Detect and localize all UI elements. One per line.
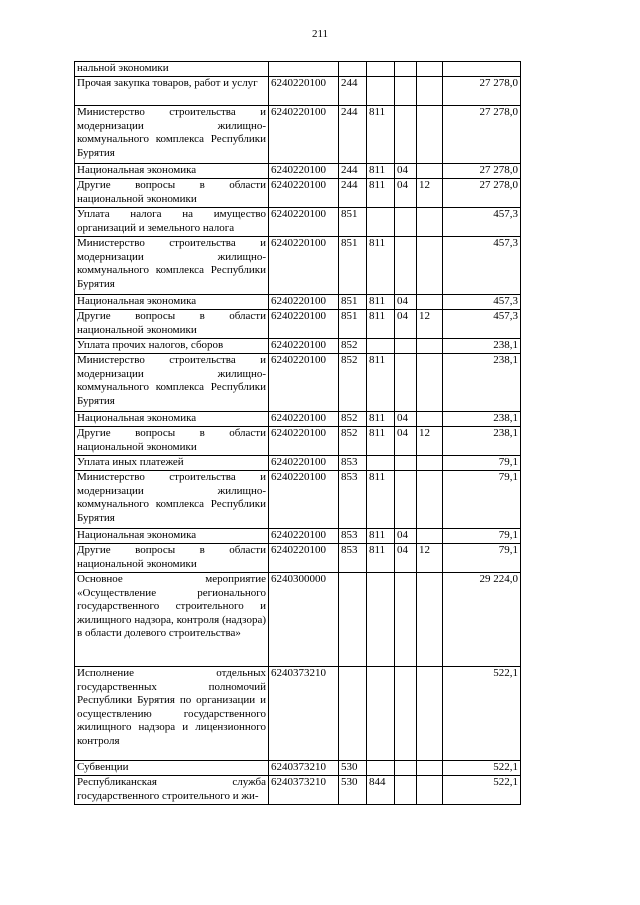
row-department: 811 [367, 544, 395, 573]
row-section [395, 776, 417, 805]
row-target-article: 6240220100 [269, 310, 339, 339]
row-sum: 79,1 [443, 529, 521, 544]
row-sum: 79,1 [443, 544, 521, 573]
row-sum: 238,1 [443, 339, 521, 354]
table-row [75, 106, 521, 164]
row-name: Уплата налога на имущество организаций и земельного налога [75, 208, 269, 237]
row-target-article: 6240300000 [269, 573, 339, 667]
row-target-article [269, 62, 339, 77]
row-expense-type: 244 [339, 179, 367, 208]
row-sum: 238,1 [443, 427, 521, 456]
row-name: Прочая закупка товаров, работ и услуг [75, 77, 269, 106]
row-expense-type: 853 [339, 544, 367, 573]
row-target-article: 6240220100 [269, 179, 339, 208]
table-row [75, 776, 521, 805]
row-department: 811 [367, 237, 395, 295]
table-row [75, 456, 521, 471]
row-subsection: 12 [417, 179, 443, 208]
row-name: Республиканская служба государственного строительного и жи- [75, 776, 269, 805]
row-expense-type: 852 [339, 427, 367, 456]
row-department: 811 [367, 179, 395, 208]
row-section: 04 [395, 544, 417, 573]
table-row [75, 354, 521, 412]
row-name: Министерство строительства и модернизации жилищно-коммунального комплекса Республики Бурятия [75, 106, 269, 164]
row-name: Национальная экономика [75, 295, 269, 310]
table-row [75, 471, 521, 529]
row-department [367, 62, 395, 77]
table-row [75, 412, 521, 427]
row-target-article: 6240220100 [269, 106, 339, 164]
row-department [367, 77, 395, 106]
row-sum: 457,3 [443, 295, 521, 310]
row-target-article: 6240220100 [269, 471, 339, 529]
row-expense-type [339, 573, 367, 667]
table-row [75, 529, 521, 544]
row-subsection [417, 412, 443, 427]
row-department [367, 208, 395, 237]
row-section [395, 106, 417, 164]
row-section: 04 [395, 529, 417, 544]
row-expense-type [339, 62, 367, 77]
row-target-article: 6240220100 [269, 354, 339, 412]
row-sum: 522,1 [443, 776, 521, 805]
row-sum: 522,1 [443, 667, 521, 761]
row-section [395, 667, 417, 761]
row-section [395, 573, 417, 667]
row-expense-type: 530 [339, 776, 367, 805]
row-department: 811 [367, 412, 395, 427]
row-department: 811 [367, 471, 395, 529]
row-expense-type: 851 [339, 237, 367, 295]
table-row [75, 339, 521, 354]
row-subsection [417, 339, 443, 354]
row-subsection [417, 471, 443, 529]
row-target-article: 6240220100 [269, 339, 339, 354]
row-expense-type: 853 [339, 471, 367, 529]
table-row [75, 77, 521, 106]
row-target-article: 6240220100 [269, 427, 339, 456]
row-department: 844 [367, 776, 395, 805]
row-section [395, 237, 417, 295]
row-target-article: 6240373210 [269, 761, 339, 776]
row-department: 811 [367, 427, 395, 456]
row-name: Национальная экономика [75, 529, 269, 544]
row-sum [443, 62, 521, 77]
row-target-article: 6240220100 [269, 412, 339, 427]
row-name: нальной экономики [75, 62, 269, 77]
row-department [367, 573, 395, 667]
table-body [75, 62, 521, 805]
row-section: 04 [395, 310, 417, 339]
row-section: 04 [395, 295, 417, 310]
row-subsection [417, 667, 443, 761]
row-name: Основное мероприятие «Осуществление регионального государственного строительного и жилищного надзора, контроля (надзора) в области долевого строительства» [75, 573, 269, 667]
row-department: 811 [367, 529, 395, 544]
row-section [395, 354, 417, 412]
row-expense-type: 530 [339, 761, 367, 776]
row-department [367, 761, 395, 776]
row-target-article: 6240220100 [269, 208, 339, 237]
row-department [367, 339, 395, 354]
table-row [75, 573, 521, 667]
row-section: 04 [395, 412, 417, 427]
row-expense-type: 852 [339, 354, 367, 412]
row-target-article: 6240220100 [269, 544, 339, 573]
row-subsection [417, 573, 443, 667]
row-subsection [417, 77, 443, 106]
row-name: Министерство строительства и модернизации жилищно-коммунального комплекса Республики Бурятия [75, 471, 269, 529]
row-department: 811 [367, 354, 395, 412]
row-target-article: 6240373210 [269, 667, 339, 761]
row-subsection [417, 208, 443, 237]
row-sum: 238,1 [443, 412, 521, 427]
row-sum: 27 278,0 [443, 164, 521, 179]
row-name: Субвенции [75, 761, 269, 776]
row-section [395, 62, 417, 77]
row-subsection [417, 106, 443, 164]
row-expense-type: 244 [339, 106, 367, 164]
page-number: 211 [311, 28, 329, 40]
row-section: 04 [395, 427, 417, 456]
row-target-article: 6240220100 [269, 164, 339, 179]
row-sum: 457,3 [443, 310, 521, 339]
row-expense-type: 851 [339, 310, 367, 339]
row-expense-type: 851 [339, 295, 367, 310]
row-sum: 27 278,0 [443, 77, 521, 106]
row-section [395, 471, 417, 529]
row-subsection [417, 354, 443, 412]
row-department: 811 [367, 164, 395, 179]
row-sum: 457,3 [443, 237, 521, 295]
row-sum: 79,1 [443, 456, 521, 471]
row-name: Другие вопросы в области национальной экономики [75, 544, 269, 573]
row-expense-type: 852 [339, 412, 367, 427]
row-subsection [417, 529, 443, 544]
row-section: 04 [395, 179, 417, 208]
budget-table [74, 61, 521, 805]
row-target-article: 6240220100 [269, 529, 339, 544]
row-expense-type: 853 [339, 529, 367, 544]
row-expense-type: 852 [339, 339, 367, 354]
row-sum: 457,3 [443, 208, 521, 237]
row-name: Другие вопросы в области национальной экономики [75, 310, 269, 339]
table-row [75, 237, 521, 295]
row-name: Национальная экономика [75, 412, 269, 427]
table-row [75, 310, 521, 339]
row-target-article: 6240220100 [269, 295, 339, 310]
row-name: Министерство строительства и модернизации жилищно-коммунального комплекса Республики Бурятия [75, 354, 269, 412]
table-row [75, 295, 521, 310]
row-expense-type: 851 [339, 208, 367, 237]
row-department [367, 667, 395, 761]
row-sum: 238,1 [443, 354, 521, 412]
row-subsection [417, 776, 443, 805]
row-target-article: 6240373210 [269, 776, 339, 805]
row-name: Исполнение отдельных государственных полномочий Республики Бурятия по организации и осуществлению государственного жилищного надзора и лицензионного контроля [75, 667, 269, 761]
row-expense-type: 244 [339, 77, 367, 106]
row-target-article: 6240220100 [269, 456, 339, 471]
row-section [395, 77, 417, 106]
row-name: Национальная экономика [75, 164, 269, 179]
table-row [75, 761, 521, 776]
row-department: 811 [367, 295, 395, 310]
row-name: Другие вопросы в области национальной экономики [75, 179, 269, 208]
row-subsection [417, 456, 443, 471]
row-expense-type: 853 [339, 456, 367, 471]
row-expense-type: 244 [339, 164, 367, 179]
row-name: Министерство строительства и модернизации жилищно-коммунального комплекса Республики Бурятия [75, 237, 269, 295]
row-name: Другие вопросы в области национальной экономики [75, 427, 269, 456]
row-subsection: 12 [417, 544, 443, 573]
row-subsection [417, 761, 443, 776]
row-subsection: 12 [417, 427, 443, 456]
table-row [75, 179, 521, 208]
table-row [75, 544, 521, 573]
table-row [75, 667, 521, 761]
row-subsection [417, 164, 443, 179]
row-sum: 522,1 [443, 761, 521, 776]
table-row [75, 208, 521, 237]
row-sum: 27 278,0 [443, 179, 521, 208]
row-department [367, 456, 395, 471]
row-subsection [417, 237, 443, 295]
row-subsection [417, 295, 443, 310]
row-department: 811 [367, 106, 395, 164]
row-section [395, 761, 417, 776]
row-target-article: 6240220100 [269, 237, 339, 295]
row-department: 811 [367, 310, 395, 339]
table-row [75, 62, 521, 77]
row-sum: 79,1 [443, 471, 521, 529]
row-sum: 27 278,0 [443, 106, 521, 164]
row-section [395, 339, 417, 354]
row-name: Уплата прочих налогов, сборов [75, 339, 269, 354]
row-section [395, 208, 417, 237]
table-row [75, 164, 521, 179]
row-expense-type [339, 667, 367, 761]
table-row [75, 427, 521, 456]
row-subsection: 12 [417, 310, 443, 339]
row-subsection [417, 62, 443, 77]
row-target-article: 6240220100 [269, 77, 339, 106]
row-section [395, 456, 417, 471]
row-name: Уплата иных платежей [75, 456, 269, 471]
row-section: 04 [395, 164, 417, 179]
row-sum: 29 224,0 [443, 573, 521, 667]
